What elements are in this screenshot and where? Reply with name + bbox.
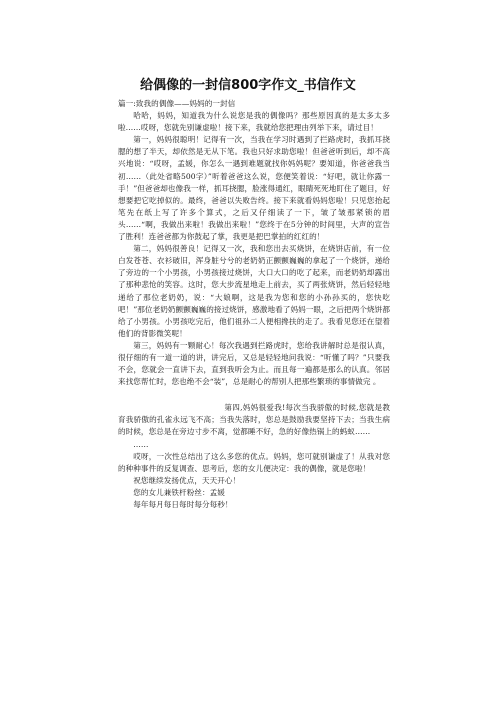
- section-heading: 篇一:致我的偶像——妈妈的一封信: [118, 99, 236, 108]
- ellipsis-line: ……: [133, 439, 149, 449]
- document-body: [118, 98, 390, 511]
- paragraph-conclusion: 哎呀，一次性总结出了这么多您的优点。妈妈，您可就别谦虚了！从我对您的种种事件的反复调查、思考后，您的女儿便决定：我的偶像，就是您啦！: [118, 451, 390, 473]
- paragraph-third: 第三，妈妈有一颗耐心！每次我遇到拦路虎时，您给我讲解时总是很认真，很仔细的有一道一道的讲，讲完后，又总是轻轻地问我说：“听懂了吗？”只要我不会，您就会一直讲下去，直到我听会为止。而且每一遍都是那么的认真。邻居来找您帮忙时，您也绝不会“装”，总是耐心的帮别人把那些繁琐的事情做完 。: [118, 340, 390, 387]
- signature-line: 您的女儿兼铁杆粉丝：孟媛: [133, 487, 225, 497]
- document-title: 给偶像的一封信800字作文_书信作文: [140, 78, 356, 93]
- paragraph-intro: 哈哈，妈妈，知道我为什么说您是我的偶像吗？那些原因真的是太多太多啦……哎呀，您就先别谦虚啦！接下来，我就给您把理由列举下来，请过目！: [118, 111, 390, 133]
- paragraph-first: 第一，妈妈很聪明！记得有一次，当我在学习时遇到了拦路虎时，我抓耳挠腮的想了半天，却依然是无从下笔。我也只好求助您啦！但爸爸听到后，却不高兴地说：“哎呀，孟媛，你怎么一遇到难题就找你妈妈呢？要知道，你爸爸我当初……（此处省略500字）”听着爸爸这么说，您便笑着说：“好吧，就让你露一手！”但爸爸却也像我一样，抓耳挠腮，脸涨得通红，眼睛死死地盯住了题目，好想要把它吃掉似的。最终，爸爸以失败告终。接下来就看妈妈您啦！只见您抬起笔先在纸上写了许多个算式，之后又仔细读了一下，皱了皱那紧锁的眉头……“啊，我做出来啦！我做出来啦！”您终于在5分钟的时间里，大声的宣告了胜利！连爸爸都为你鼓起了掌，我更是把巴掌拍的红红的！: [118, 135, 390, 242]
- closing-wish: 祝您继续发扬优点，天天开心！: [133, 475, 241, 485]
- date-line: 每年每月每日每时每分每秒！: [133, 500, 233, 509]
- paragraph-fourth: 第四,妈妈很爱我!每次当我骄傲的时候,您就是教育我骄傲的孔雀永远飞不高；当我失落时，您总是鼓励我要坚持下去；当我生病的时候，您总是在旁边寸步不离，觉都睡不好，急的好像热锅上的蚂蚁……: [118, 403, 390, 437]
- paragraph-second: 第二，妈妈很善良！记得又一次，我和您出去买烧饼，在烧饼店前，有一位白发苍苍、衣衫破旧，浑身脏兮兮的老奶奶正颤颤巍巍的拿起了一个烧饼，递给了旁边的一个小男孩，小男孩接过烧饼，大口大口的吃了起来，而老奶奶却露出了那种悲怆的笑容。这时，您大步流星地走上前去，买了两张烧饼，然后轻轻地递给了那位老奶奶，说：“大娘啊，这是我为您和您的小孙孙买的，您快吃吧！”那位老奶奶颤颤巍巍的接过烧饼，感激地看了妈妈一眼，之后把两个烧饼都给了小男孩。小男孩吃完后，他们祖孙二人便相搀扶的走了。我看见您还在望着他们的背影微笑呢！: [118, 244, 390, 338]
